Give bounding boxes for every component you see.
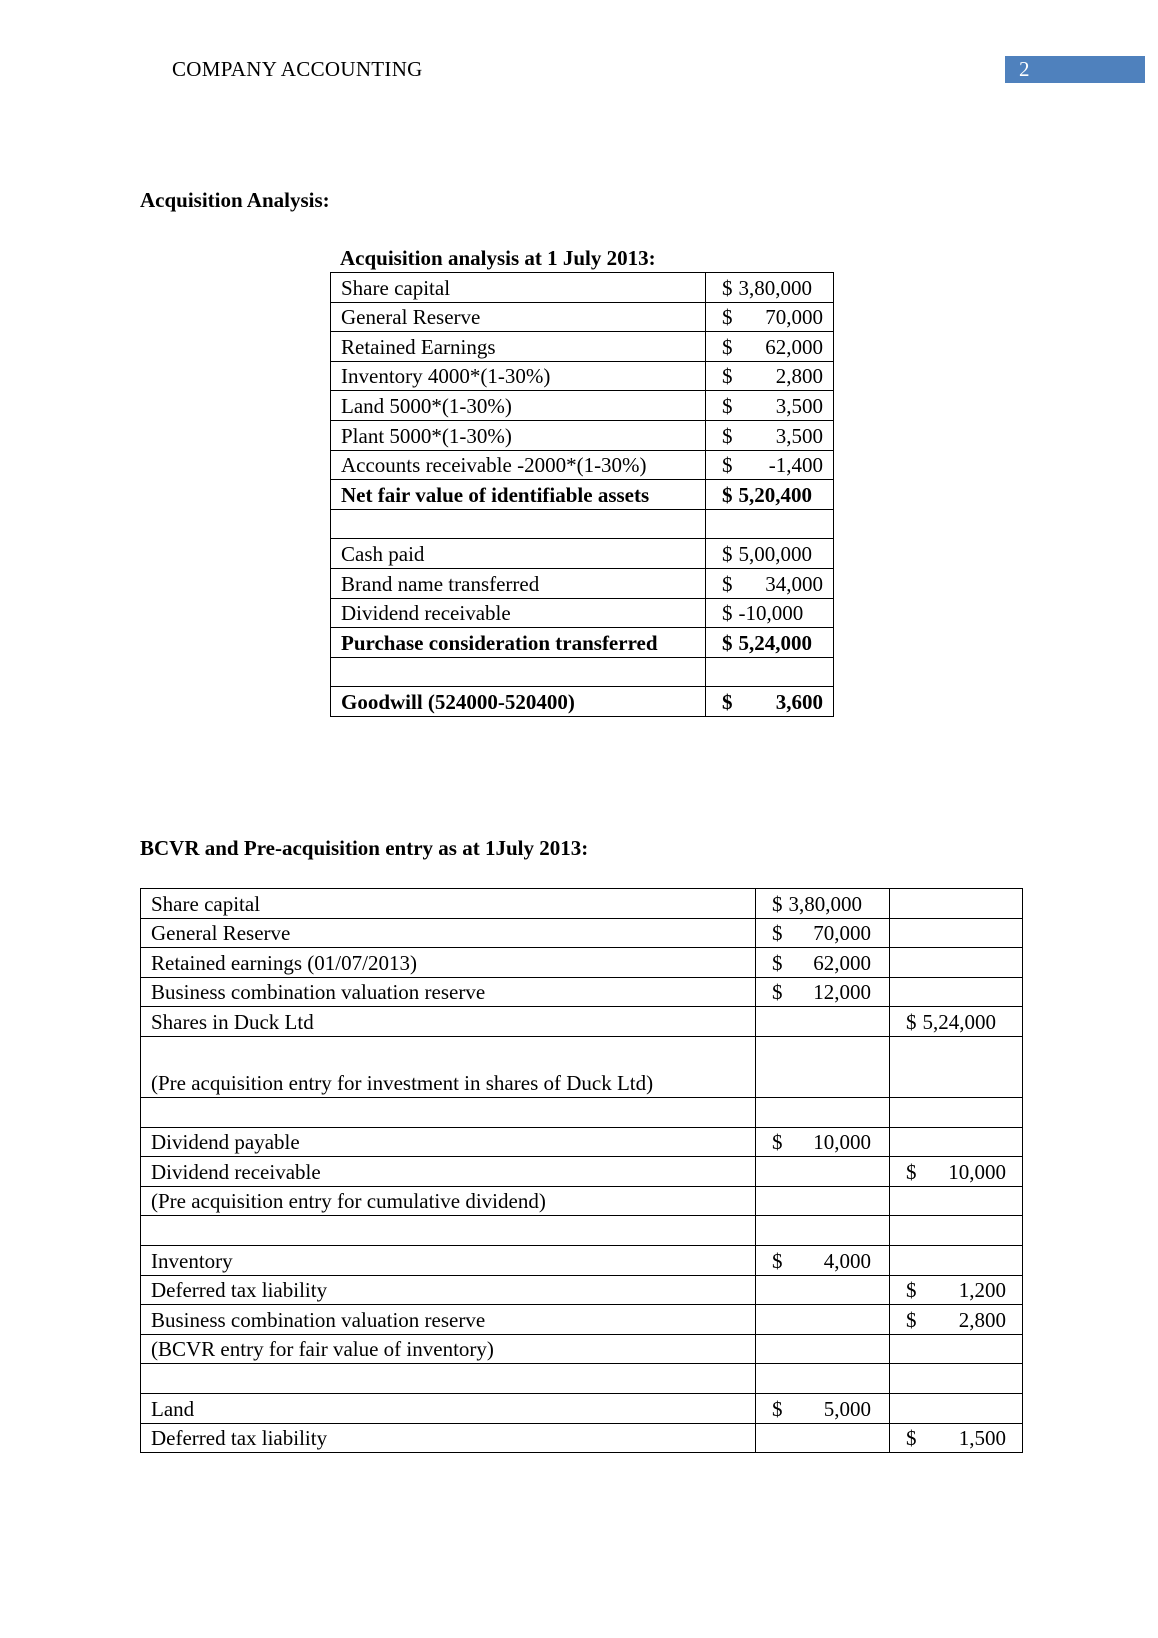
entry-account — [141, 1097, 756, 1127]
row-amount-currency: $ — [722, 453, 733, 478]
row-amount-value: 3,600 — [775, 689, 823, 714]
row-amount-currency: $ — [722, 393, 733, 418]
row-label: General Reserve — [331, 302, 706, 332]
table-row — [141, 1216, 1023, 1246]
table-row — [141, 1334, 1023, 1364]
row-amount-currency: $ — [722, 601, 733, 626]
row-label: Plant 5000*(1-30%) — [331, 420, 706, 450]
entry-account: Business combination valuation reserve — [141, 977, 756, 1007]
entry-account: Business combination valuation reserve — [141, 1305, 756, 1335]
entry-account: (Pre acquisition entry for investment in shares of Duck Ltd) — [141, 1036, 756, 1097]
row-amount — [706, 509, 834, 539]
credit-amount — [890, 1245, 1023, 1275]
debit-amount-currency: $ — [772, 1248, 783, 1273]
row-amount-value: 62,000 — [765, 334, 823, 359]
debit-amount-value: 3,80,000 — [788, 891, 862, 916]
entry-account: Dividend payable — [141, 1127, 756, 1157]
table-row — [331, 332, 834, 362]
row-amount-value: -10,000 — [738, 601, 804, 626]
row-amount-currency: $ — [722, 423, 733, 448]
acquisition-table-caption: Acquisition analysis at 1 July 2013: — [340, 246, 656, 270]
table-row — [331, 598, 834, 628]
row-amount-currency: $ — [722, 571, 733, 596]
credit-amount — [890, 889, 1023, 919]
debit-amount — [756, 1305, 890, 1335]
table-row — [331, 568, 834, 598]
debit-amount-value: 12,000 — [813, 980, 871, 1005]
credit-amount — [890, 977, 1023, 1007]
table-row — [331, 273, 834, 303]
table-row — [141, 1245, 1023, 1275]
row-amount-value: 5,24,000 — [738, 630, 812, 655]
credit-amount-value: 5,24,000 — [922, 1009, 996, 1034]
credit-amount — [890, 1127, 1023, 1157]
entry-account: General Reserve — [141, 918, 756, 948]
row-label — [331, 509, 706, 539]
credit-amount-currency: $ — [906, 1307, 917, 1332]
debit-amount — [756, 1216, 890, 1246]
row-amount — [706, 332, 834, 362]
debit-amount-value: 62,000 — [813, 950, 871, 975]
entry-account: Inventory — [141, 1245, 756, 1275]
credit-amount-value: 2,800 — [958, 1307, 1006, 1332]
credit-amount-value: 1,500 — [958, 1426, 1006, 1451]
table-row — [331, 391, 834, 421]
credit-amount — [890, 1334, 1023, 1364]
acquisition-heading: Acquisition Analysis: — [140, 188, 330, 212]
row-amount-currency: $ — [722, 275, 733, 300]
credit-amount — [890, 1216, 1023, 1246]
entry-account — [141, 1216, 756, 1246]
credit-amount-currency: $ — [906, 1159, 917, 1184]
debit-amount — [756, 1036, 890, 1097]
table-row — [331, 628, 834, 658]
debit-amount — [756, 1157, 890, 1187]
credit-amount — [890, 1364, 1023, 1394]
debit-amount — [756, 918, 890, 948]
table-row — [331, 420, 834, 450]
row-amount — [706, 302, 834, 332]
entry-account: Dividend receivable — [141, 1157, 756, 1187]
row-label: Brand name transferred — [331, 568, 706, 598]
row-label: Land 5000*(1-30%) — [331, 391, 706, 421]
table-row — [141, 1364, 1023, 1394]
row-label: Inventory 4000*(1-30%) — [331, 361, 706, 391]
debit-amount — [756, 977, 890, 1007]
credit-amount-value: 1,200 — [958, 1278, 1006, 1303]
row-label: Purchase consideration transferred — [331, 628, 706, 658]
row-amount — [706, 450, 834, 480]
row-amount-value: 3,80,000 — [738, 275, 812, 300]
table-row — [141, 1423, 1023, 1453]
table-row — [331, 361, 834, 391]
row-amount — [706, 391, 834, 421]
row-amount-value: 3,500 — [775, 393, 823, 418]
row-label: Cash paid — [331, 539, 706, 569]
table-row — [141, 948, 1023, 978]
debit-amount — [756, 948, 890, 978]
debit-amount-currency: $ — [772, 1396, 783, 1421]
table-row — [331, 302, 834, 332]
table-row — [141, 1305, 1023, 1335]
row-amount-currency: $ — [722, 305, 733, 330]
row-amount-currency: $ — [722, 334, 733, 359]
debit-amount — [756, 1423, 890, 1453]
page-number: 2 — [1005, 56, 1145, 83]
entry-account: (Pre acquisition entry for cumulative dividend) — [141, 1186, 756, 1216]
debit-amount-currency: $ — [772, 921, 783, 946]
credit-amount — [890, 1157, 1023, 1187]
entry-account: Deferred tax liability — [141, 1423, 756, 1453]
row-amount-value: 5,00,000 — [738, 541, 812, 566]
credit-amount — [890, 1275, 1023, 1305]
credit-amount — [890, 1393, 1023, 1423]
acquisition-table — [330, 272, 834, 717]
entry-account — [141, 1364, 756, 1394]
row-amount-currency: $ — [722, 364, 733, 389]
credit-amount — [890, 1423, 1023, 1453]
table-row — [141, 1186, 1023, 1216]
row-label: Accounts receivable -2000*(1-30%) — [331, 450, 706, 480]
row-amount-currency: $ — [722, 541, 733, 566]
running-header-title: COMPANY ACCOUNTING — [172, 57, 423, 81]
credit-amount — [890, 1097, 1023, 1127]
debit-amount-currency: $ — [772, 950, 783, 975]
credit-amount — [890, 1036, 1023, 1097]
row-amount — [706, 568, 834, 598]
debit-amount — [756, 1393, 890, 1423]
debit-amount-currency: $ — [772, 980, 783, 1005]
row-amount-value: 70,000 — [765, 305, 823, 330]
table-row — [141, 977, 1023, 1007]
table-row — [331, 657, 834, 687]
row-amount — [706, 687, 834, 717]
debit-amount-value: 70,000 — [813, 921, 871, 946]
credit-amount-currency: $ — [906, 1009, 917, 1034]
debit-amount-currency: $ — [772, 891, 783, 916]
table-row — [331, 509, 834, 539]
row-amount-currency: $ — [722, 630, 733, 655]
table-row — [141, 1007, 1023, 1037]
table-row — [141, 1393, 1023, 1423]
credit-amount-value: 10,000 — [948, 1159, 1006, 1184]
entry-account: Land — [141, 1393, 756, 1423]
row-amount-value: 2,800 — [775, 364, 823, 389]
entry-account: Deferred tax liability — [141, 1275, 756, 1305]
credit-amount-currency: $ — [906, 1278, 917, 1303]
table-row — [141, 1097, 1023, 1127]
credit-amount — [890, 1305, 1023, 1335]
debit-amount-value: 4,000 — [823, 1248, 871, 1273]
row-amount-value: -1,400 — [768, 453, 823, 478]
debit-amount-value: 5,000 — [823, 1396, 871, 1421]
row-amount — [706, 480, 834, 510]
bcvr-journal-table — [140, 888, 1023, 1453]
debit-amount — [756, 889, 890, 919]
row-amount-currency: $ — [722, 689, 733, 714]
table-row — [141, 1127, 1023, 1157]
table-row — [141, 1036, 1023, 1097]
bcvr-heading: BCVR and Pre-acquisition entry as at 1July 2013: — [140, 836, 589, 860]
credit-amount — [890, 1007, 1023, 1037]
debit-amount — [756, 1097, 890, 1127]
row-amount — [706, 628, 834, 658]
debit-amount — [756, 1245, 890, 1275]
row-amount-currency: $ — [722, 482, 733, 507]
row-label — [331, 657, 706, 687]
table-row — [331, 539, 834, 569]
table-row — [331, 480, 834, 510]
row-amount-value: 5,20,400 — [738, 482, 812, 507]
table-row — [141, 889, 1023, 919]
debit-amount — [756, 1127, 890, 1157]
row-label: Retained Earnings — [331, 332, 706, 362]
debit-amount — [756, 1364, 890, 1394]
row-amount — [706, 273, 834, 303]
credit-amount — [890, 1186, 1023, 1216]
row-label: Net fair value of identifiable assets — [331, 480, 706, 510]
table-row — [331, 687, 834, 717]
row-amount — [706, 598, 834, 628]
debit-amount — [756, 1334, 890, 1364]
debit-amount — [756, 1275, 890, 1305]
row-amount — [706, 420, 834, 450]
credit-amount — [890, 918, 1023, 948]
debit-amount-currency: $ — [772, 1130, 783, 1155]
debit-amount — [756, 1007, 890, 1037]
debit-amount-value: 10,000 — [813, 1130, 871, 1155]
row-amount-value: 34,000 — [765, 571, 823, 596]
entry-account: Shares in Duck Ltd — [141, 1007, 756, 1037]
entry-account: Retained earnings (01/07/2013) — [141, 948, 756, 978]
table-row — [141, 918, 1023, 948]
table-row — [331, 450, 834, 480]
entry-account: Share capital — [141, 889, 756, 919]
row-label: Share capital — [331, 273, 706, 303]
row-amount-value: 3,500 — [775, 423, 823, 448]
credit-amount — [890, 948, 1023, 978]
row-amount — [706, 361, 834, 391]
row-amount — [706, 539, 834, 569]
row-label: Goodwill (524000-520400) — [331, 687, 706, 717]
table-row — [141, 1157, 1023, 1187]
row-label: Dividend receivable — [331, 598, 706, 628]
row-amount — [706, 657, 834, 687]
debit-amount — [756, 1186, 890, 1216]
table-row — [141, 1275, 1023, 1305]
entry-account: (BCVR entry for fair value of inventory) — [141, 1334, 756, 1364]
credit-amount-currency: $ — [906, 1426, 917, 1451]
